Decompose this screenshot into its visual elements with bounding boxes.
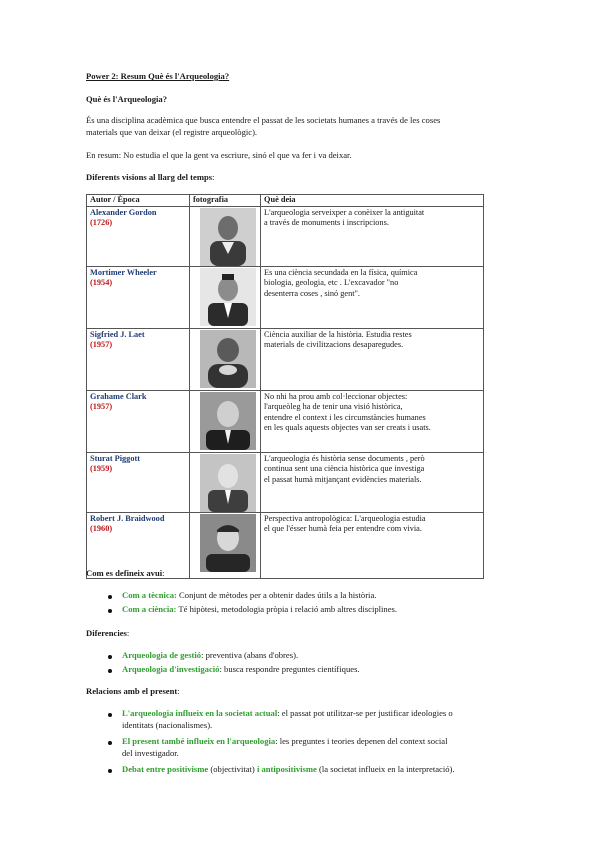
diffs-heading-text: Diferencies: [86, 628, 127, 638]
list-item-technique: [122, 590, 376, 601]
list-item-text: : el passat pot utilitzar-se per justificar ideologies o: [277, 708, 453, 718]
quote-line: L'arqueologia és història sense documents , però: [264, 453, 425, 463]
bullet-icon: [108, 769, 112, 773]
quote-line: entendre el context i les circumstàncies humanes: [264, 412, 426, 422]
list-item-label: El present també influeix en l'arqueologia: [122, 736, 276, 746]
author-cell: [87, 206, 190, 266]
list-item-text: : busca respondre preguntes científiques.: [219, 664, 360, 674]
quote-cell: [261, 266, 484, 328]
table-header-row: [87, 195, 484, 207]
quote-line: continua sent una ciència històrica que investiga: [264, 464, 425, 473]
quote-line: desenterra coses , sinó gent".: [264, 288, 361, 298]
list-item-text-2: (la societat influeix en la interpretació).: [316, 764, 455, 774]
quote-cell: [261, 390, 484, 452]
quote-cell: [261, 328, 484, 390]
portrait-engraving-icon: [200, 208, 256, 266]
portrait-engraving-icon: [200, 330, 256, 388]
list-item-influence-society: [122, 708, 453, 719]
author-cell: [87, 452, 190, 512]
bullet-icon: [108, 669, 112, 673]
quote-line: biologia, geologia, etc . L'excavador "no: [264, 278, 399, 287]
list-item-label: L'arqueologia influeix en la societat actual: [122, 708, 278, 718]
author-name: Grahame Clark: [90, 391, 147, 401]
portrait-photo-icon: [200, 392, 256, 450]
relations-heading-text: Relacions amb el present: [86, 686, 178, 696]
visions-table: [86, 194, 484, 579]
list-item-management: [122, 650, 298, 661]
author-year: (1957): [90, 340, 113, 349]
author-year: (1957): [90, 402, 113, 411]
portrait-photo-icon: [200, 454, 256, 512]
table-row: [87, 206, 484, 266]
photo-cell: [190, 266, 261, 328]
section-heading-what: Què és l'Arqueologia?: [86, 94, 168, 104]
summary-text: En resum: No estudia el que la gent va escriure, sinó el que va fer i va deixar.: [86, 150, 352, 160]
quote-line: en les quals aquests objectes van ser creats i usats.: [264, 423, 431, 432]
table-header-quote: Què deia: [261, 195, 484, 207]
portrait-photo-icon: [200, 514, 256, 572]
quote-cell: [261, 452, 484, 512]
quote-line: Perspectiva antropològica: L'arqueologia estudia: [264, 513, 426, 523]
author-name: Sigfried J. Laet: [90, 329, 145, 339]
list-item-science: [122, 604, 397, 615]
table-row: [87, 452, 484, 512]
section-heading-defined: [86, 568, 165, 579]
list-item-present-influence-cont: del investigador.: [122, 748, 179, 758]
list-item-text: (objectivitat): [208, 764, 257, 774]
author-cell: [87, 328, 190, 390]
quote-cell: [261, 206, 484, 266]
quote-line: L'arqueologia serveixper a conèixer la antiguitat: [264, 207, 425, 217]
visions-heading-text: Diferents visions al llarg del temps: [86, 172, 213, 182]
quote-line: l'arqueòleg ha de tenir una visió històrica,: [264, 402, 403, 411]
photo-cell: [190, 512, 261, 578]
author-year: (1960): [90, 524, 113, 533]
quote-line: Ciència auxiliar de la història. Estudia restes: [264, 329, 412, 339]
table-header-author: Autor / Època: [87, 195, 190, 207]
bullet-icon: [108, 595, 112, 599]
intro-text-line2: materials que van deixar (el registre arqueològic).: [86, 127, 258, 137]
list-item-text: Conjunt de mètodes per a obtenir dades útils a la història.: [176, 590, 377, 600]
table-row: [87, 328, 484, 390]
list-item-label: Arqueologia d'investigació: [122, 664, 220, 674]
bullet-icon: [108, 655, 112, 659]
quote-line: No nhi ha prou amb col·leccionar objectes:: [264, 391, 408, 401]
list-item-text: : preventiva (abans d'obres).: [201, 650, 299, 660]
photo-cell: [190, 452, 261, 512]
diffs-heading-colon: :: [126, 628, 130, 638]
visions-heading-colon: :: [212, 172, 215, 182]
bullet-icon: [108, 741, 112, 745]
section-heading-visions: [86, 172, 215, 183]
author-name: Alexander Gordon: [90, 207, 157, 217]
photo-cell: [190, 328, 261, 390]
quote-line: Es una ciència secundada en la física, química: [264, 267, 418, 277]
table-header-photo: fotografia: [190, 195, 261, 207]
author-name: Robert J. Braidwood: [90, 513, 165, 523]
author-year: (1726): [90, 218, 113, 227]
list-item-label: Debat entre positivisme: [122, 764, 209, 774]
quote-line: a través de monuments i inscripcions.: [264, 218, 389, 227]
quote-cell: [261, 512, 484, 578]
relations-heading-colon: :: [177, 686, 180, 696]
list-item-influence-society-cont: identitats (nacionalismes).: [122, 720, 213, 730]
list-item-text: : les preguntes i teories depenen del context social: [275, 736, 448, 746]
intro-text-line1: És una disciplina acadèmica que busca entendre el passat de les societats humanes a través de les coses: [86, 115, 441, 125]
author-cell: [87, 266, 190, 328]
section-heading-differences: [86, 628, 129, 639]
author-year: (1954): [90, 278, 113, 287]
quote-line: el passat humà mitjançant evidències materials.: [264, 474, 422, 484]
author-name: Sturat Piggott: [90, 453, 141, 463]
list-item-text: Té hipòtesi, metodologia pròpia i relació amb altres disciplines.: [176, 604, 398, 614]
defined-heading-colon: :: [162, 568, 165, 578]
section-heading-relations: [86, 686, 180, 697]
list-item-debate: [122, 764, 455, 775]
author-name: Mortimer Wheeler: [90, 267, 157, 277]
list-item-research: [122, 664, 360, 675]
author-cell: [87, 390, 190, 452]
author-year: (1959): [90, 464, 113, 473]
bullet-icon: [108, 609, 112, 613]
list-item-label-2: i antipositivisme: [256, 764, 317, 774]
list-item-label: Com a ciència:: [122, 604, 177, 614]
quote-line: el que l'ésser humà feia per entendre com vivia.: [264, 524, 422, 533]
portrait-photo-icon: [200, 268, 256, 326]
list-item-label: Arqueologia de gestió: [122, 650, 202, 660]
list-item-present-influence: [122, 736, 447, 747]
document-title: Power 2: Resum Què és l'Arqueologia?: [86, 71, 230, 81]
bullet-icon: [108, 713, 112, 717]
quote-line: materials de civilitzacions desaparegudes.: [264, 340, 404, 349]
list-item-label: Com a tècnica:: [122, 590, 177, 600]
table-row: [87, 390, 484, 452]
table-row: [87, 266, 484, 328]
defined-heading-text: Com es defineix avui: [86, 568, 163, 578]
photo-cell: [190, 390, 261, 452]
photo-cell: [190, 206, 261, 266]
